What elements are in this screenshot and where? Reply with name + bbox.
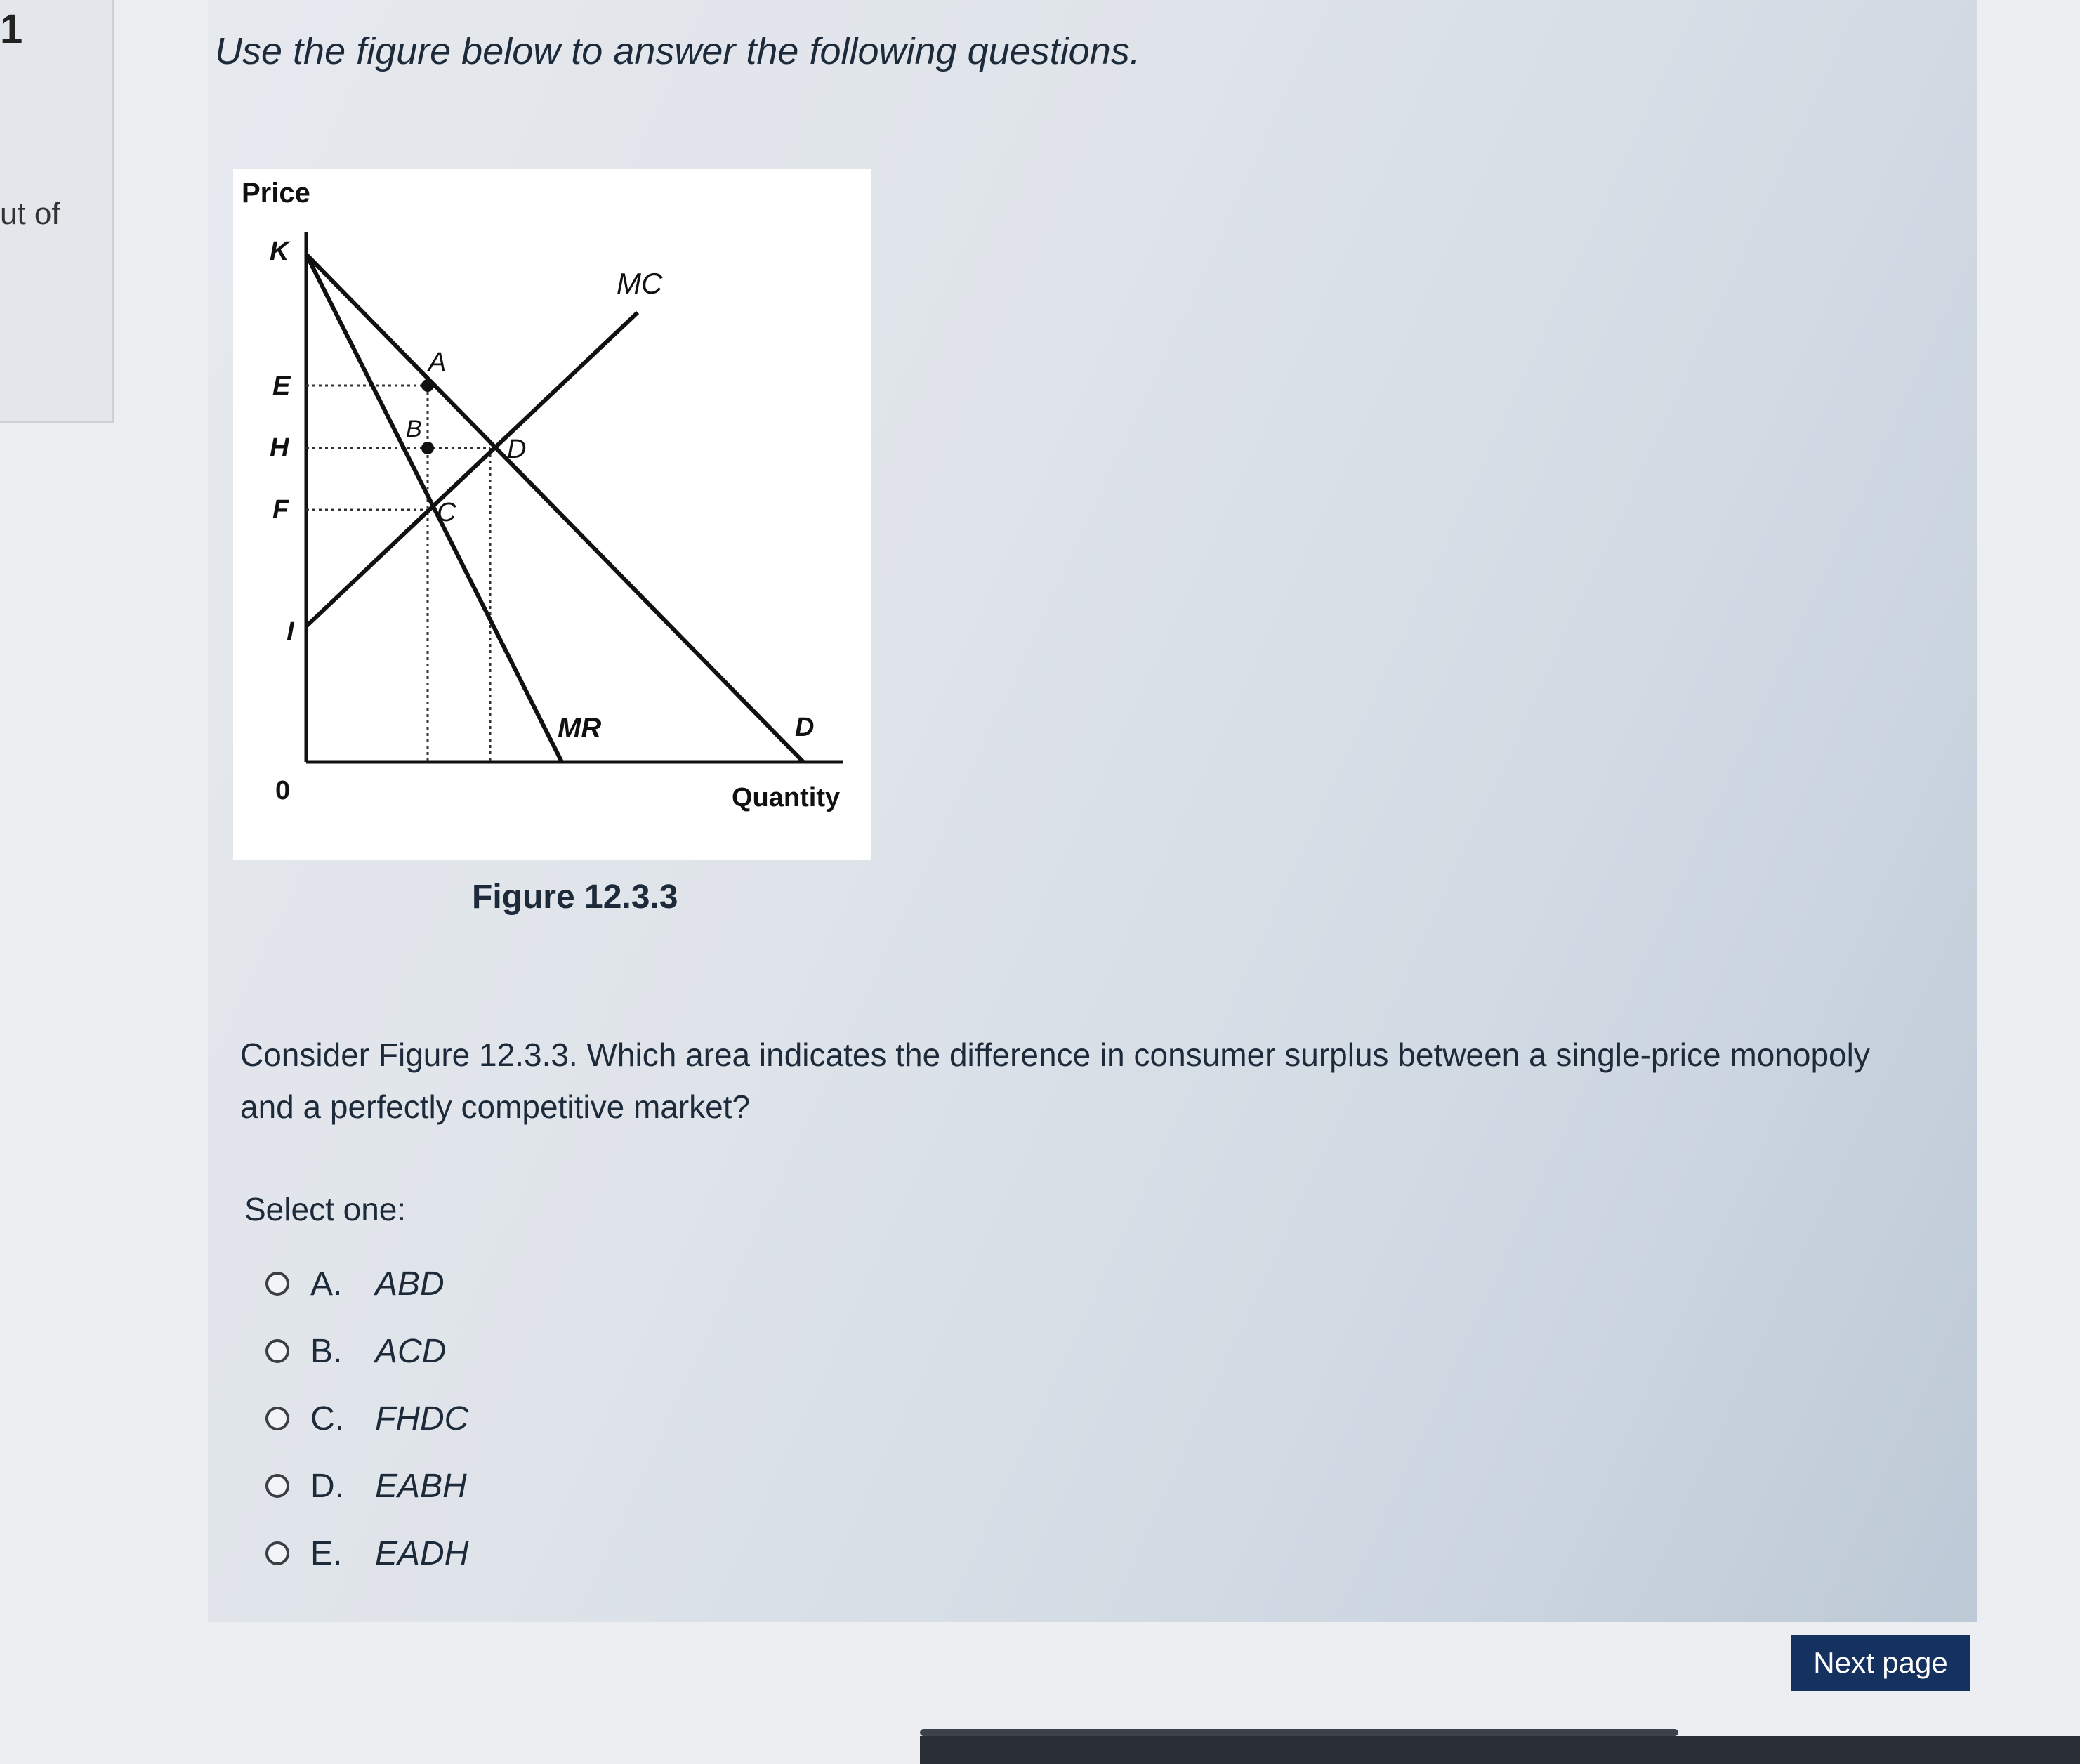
option-letter: B. (310, 1332, 343, 1370)
point-b (421, 442, 434, 454)
option-text: ABD (375, 1265, 445, 1303)
option-letter: A. (310, 1265, 343, 1303)
point-label-c: C (437, 498, 456, 527)
y-label-h: H (270, 433, 289, 463)
radio-button[interactable] (265, 1339, 289, 1363)
curve-label-demand: D (795, 713, 815, 742)
radio-button[interactable] (265, 1272, 289, 1296)
option-letter: C. (310, 1400, 344, 1437)
select-one-label: Select one: (244, 1191, 407, 1227)
option-letter: D. (310, 1467, 344, 1505)
question-text: Consider Figure 12.3.3. Which area indicates the difference in consumer surplus between a single-price monopoly and a perfectly competitive market? (240, 1036, 1870, 1125)
screen-bottom-edge (920, 1736, 2080, 1764)
option-text: ACD (375, 1332, 447, 1370)
radio-button[interactable] (265, 1541, 289, 1565)
option-d[interactable] (265, 1452, 468, 1520)
figure-caption: Figure 12.3.3 (472, 878, 678, 916)
question-number: 1 (0, 6, 23, 52)
radio-button[interactable] (265, 1407, 289, 1430)
curve-label-mr: MR (558, 713, 602, 744)
y-label-f: F (272, 495, 289, 525)
point-label-b: B (406, 416, 422, 442)
scroll-indicator (920, 1729, 1678, 1736)
option-text: EABH (375, 1467, 467, 1505)
curve-label-mc: MC (617, 267, 663, 300)
quantity-axis-label: Quantity (732, 783, 841, 812)
point-a (421, 379, 434, 392)
radio-button[interactable] (265, 1474, 289, 1498)
instruction-text: Use the figure below to answer the following questions. (215, 30, 1140, 72)
answer-options (265, 1250, 468, 1587)
figure (233, 169, 871, 860)
option-a[interactable] (265, 1250, 468, 1317)
monopoly-diagram (233, 169, 871, 860)
quiz-navigation-panel (0, 0, 114, 423)
option-b[interactable] (265, 1317, 468, 1385)
next-page-button[interactable]: Next page (1791, 1635, 1970, 1691)
y-label-i: I (287, 617, 294, 647)
point-label-d: D (507, 435, 527, 464)
y-label-k: K (270, 237, 289, 266)
marks-label: ut of (0, 197, 60, 231)
option-c[interactable] (265, 1385, 468, 1452)
option-text: EADH (375, 1534, 469, 1572)
y-label-e: E (272, 371, 291, 401)
option-text: FHDC (375, 1400, 469, 1437)
price-axis-label: Price (242, 178, 310, 209)
option-letter: E. (310, 1534, 343, 1572)
demand-curve (306, 254, 803, 762)
origin-label: 0 (275, 776, 291, 805)
option-e[interactable] (265, 1520, 468, 1587)
point-label-a: A (428, 348, 447, 377)
